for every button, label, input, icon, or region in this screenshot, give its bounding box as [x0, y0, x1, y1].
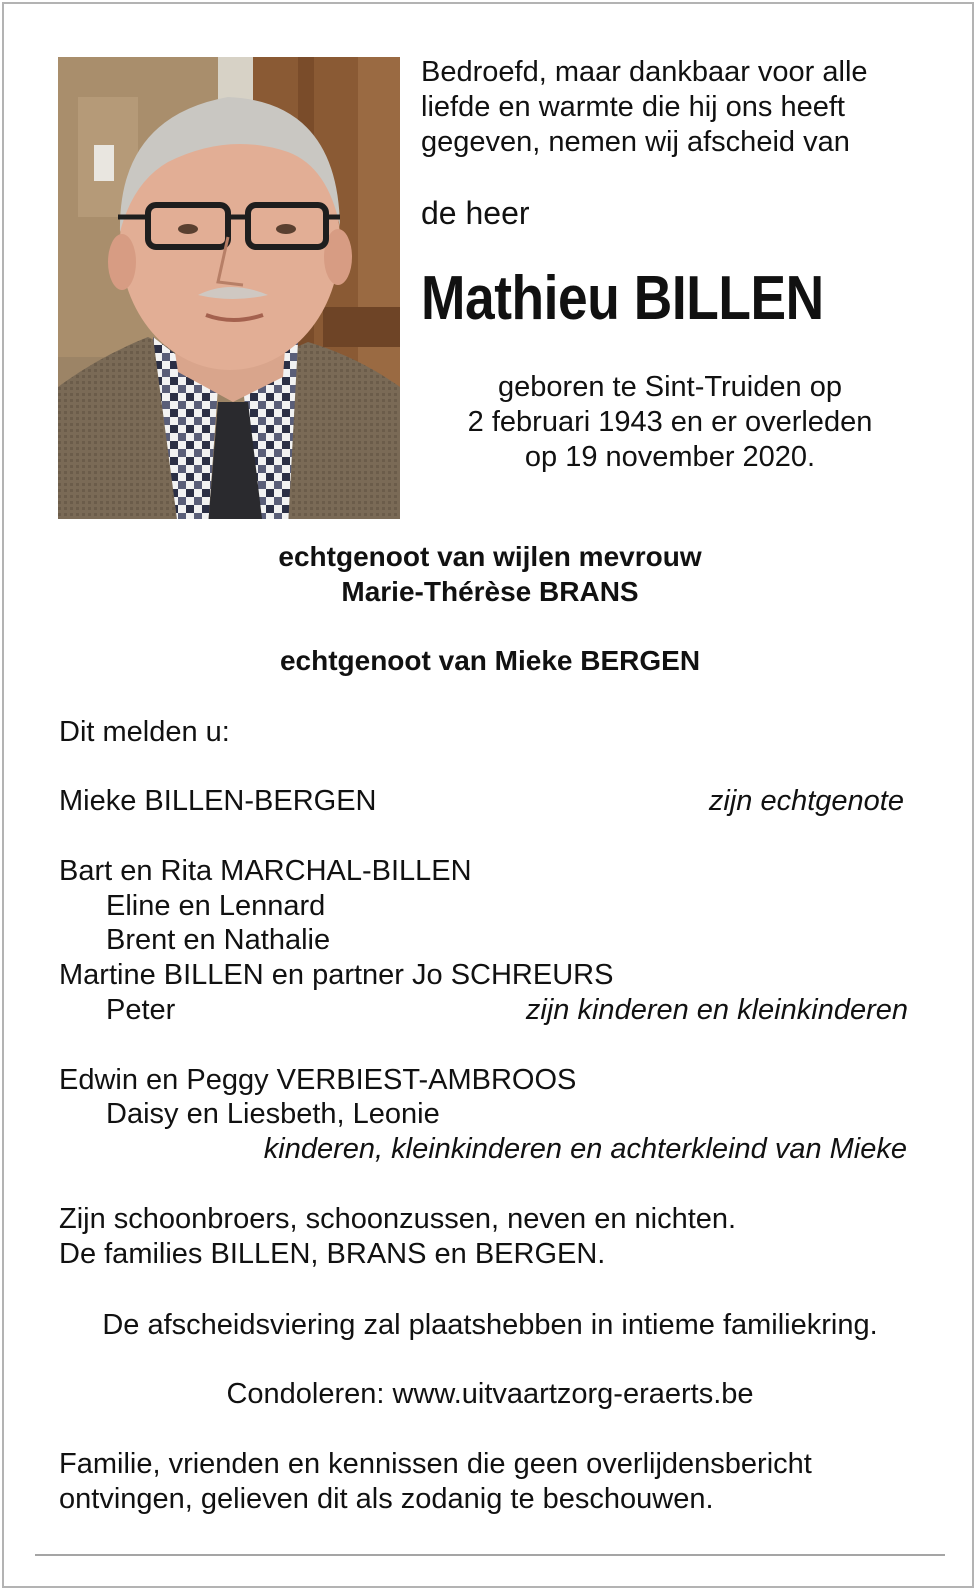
announce-text: Dit melden u: [59, 716, 230, 748]
current-spouse-text: echtgenoot van Mieke BERGEN [279, 645, 701, 676]
late-spouse-line: echtgenoot van wijlen mevrouw [278, 541, 702, 572]
child-line: Martine BILLEN en partner Jo SCHREURS [59, 959, 614, 991]
grandchild-line: Eline en Lennard [106, 890, 326, 922]
bottom-divider [35, 1554, 945, 1556]
intro-line: Bedroefd, maar dankbaar voor alle [421, 56, 868, 88]
relatives-line: Zijn schoonbroers, schoonzussen, neven en nichten. [59, 1203, 737, 1235]
child-line: Bart en Rita MARCHAL-BILLEN [59, 855, 472, 887]
step-child-line: Edwin en Peggy VERBIEST-AMBROOS [59, 1064, 577, 1096]
grandchild-line: Peter [106, 994, 176, 1026]
grandchild-line: Brent en Nathalie [106, 924, 331, 956]
closing-line: Familie, vrienden en kennissen die geen overlijdensbericht [59, 1448, 812, 1480]
closing-line: ontvingen, gelieven dit als zodanig te beschouwen. [59, 1483, 714, 1515]
late-spouse-text [0, 539, 980, 609]
step-grandchild-line: Daisy en Liesbeth, Leonie [106, 1098, 440, 1130]
portrait-photo [58, 57, 400, 519]
children-role: zijn kinderen en kleinkinderen [525, 994, 908, 1026]
late-spouse-line: Marie-Thérèse BRANS [341, 576, 639, 607]
condolence-text: Condoleren: www.uitvaartzorg-eraerts.be [226, 1378, 754, 1410]
ceremony-text: De afscheidsviering zal plaatshebben in intieme familiekring. [102, 1309, 878, 1341]
intro-text [421, 55, 941, 160]
deceased-name: Mathieu BILLEN [421, 264, 824, 333]
step-role: kinderen, kleinkinderen en achterkleind van Mieke [263, 1133, 907, 1165]
birth-death-details [420, 370, 920, 475]
birth-line: geboren te Sint-Truiden op [498, 371, 842, 403]
spouse-name: Mieke BILLEN-BERGEN [59, 785, 377, 817]
birth-line: 2 februari 1943 en er overleden [467, 406, 873, 438]
intro-line: liefde en warmte die hij ons heeft [421, 91, 845, 123]
spouse-role: zijn echtgenote [708, 785, 904, 817]
intro-line: gegeven, nemen wij afscheid van [421, 126, 850, 158]
relatives-line: De families BILLEN, BRANS en BERGEN. [59, 1238, 606, 1270]
honorific: de heer [421, 195, 530, 231]
birth-line: op 19 november 2020. [524, 441, 816, 473]
